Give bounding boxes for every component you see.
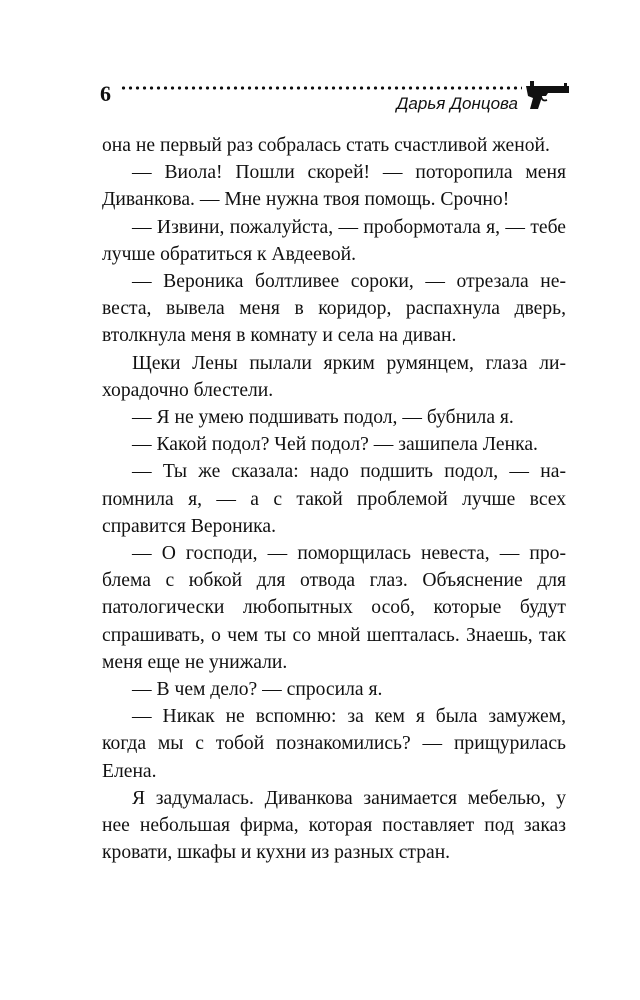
paragraph: — Вероника болтливее сороки, — отрезала невеста, вывела меня в коридор, распахнула дверь, втолкнула меня в комнату и села на диван.	[102, 271, 566, 347]
paragraph: — Виола! Пошли скорей! — поторопила меня Диванкова. — Мне нужна твоя помощь. Срочно!	[102, 162, 566, 211]
paragraph: — В чем дело? — спросила я.	[132, 679, 383, 701]
paragraph: — Какой подол? Чей подол? — зашипела Ленка.	[132, 434, 538, 456]
paragraph: — Извини, пожалуйста, — пробормотала я, — тебе лучше обратиться к Авдеевой.	[102, 216, 566, 265]
paragraph: — Я не умею подшивать подол, — бубнила я.	[132, 407, 514, 429]
dotted-rule	[120, 86, 522, 90]
paragraph: она не первый раз собралась стать счастливой женой.	[102, 135, 550, 156]
paragraph: Щеки Лены пылали ярким румянцем, глаза лихорадочно блестели.	[102, 352, 566, 401]
running-header	[100, 78, 570, 118]
paragraph: — О господи, — поморщилась невеста, — проблема с юбкой для отвода глаз. Объяснение для патологически любопытных особ, которые будут спрашивать, о чем ты со мной шепталась. Знаешь, так меня еще не унижали.	[102, 543, 566, 673]
paragraph: — Никак не вспомню: за кем я была замужем, когда мы с тобой познакомились? — прищурилась Елена.	[102, 706, 566, 782]
page-number: 6	[100, 81, 111, 106]
body-text	[102, 132, 566, 866]
author-name: Дарья Донцова	[396, 94, 518, 113]
paragraph: — Ты же сказала: надо подшить подол, — напомнила я, — а с такой проблемой лучше всех справится Вероника.	[102, 461, 566, 537]
paragraph: Я задумалась. Диванкова занимается мебелью, у нее небольшая фирма, которая поставляет под заказ кровати, шкафы и кухни из разных стран.	[102, 787, 566, 864]
revolver-icon	[524, 80, 570, 110]
